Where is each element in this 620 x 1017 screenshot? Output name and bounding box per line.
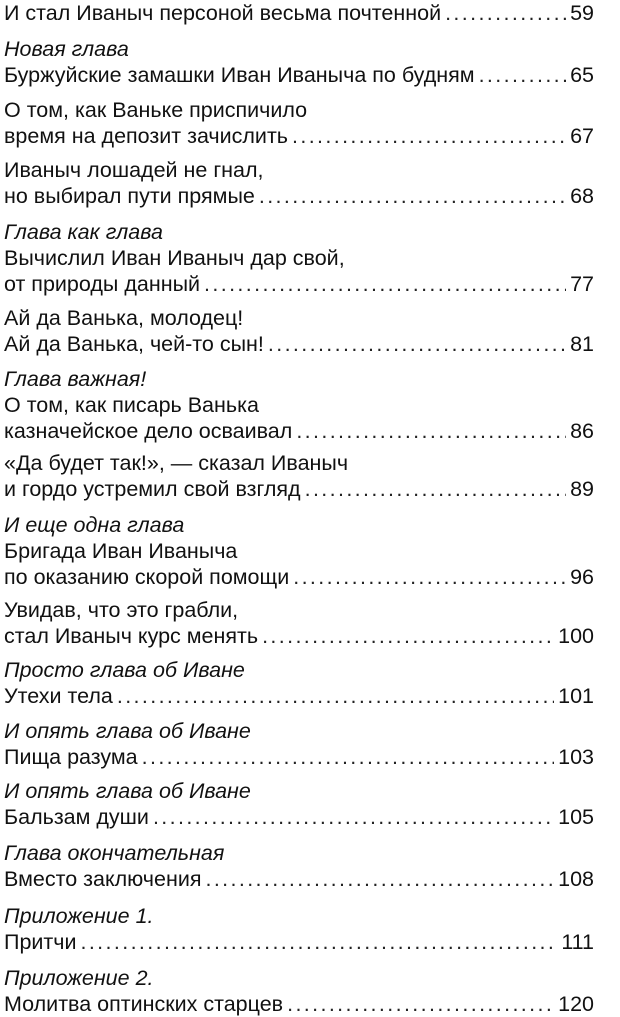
- toc-page-number: 86: [570, 419, 594, 443]
- toc-title-text: Молитва оптинских старцев: [4, 992, 284, 1016]
- dot-leader: [287, 991, 554, 1017]
- toc-title-last-line: [4, 123, 594, 149]
- dot-leader: [262, 623, 554, 649]
- toc-page-number: 105: [558, 805, 594, 829]
- toc-entry[interactable]: [4, 450, 594, 502]
- toc-title-text: и гордо устремил свой взгляд: [4, 477, 301, 501]
- toc-page-number: 89: [570, 477, 594, 501]
- toc-title-text: от природы данный: [4, 272, 201, 296]
- toc-entry[interactable]: [4, 903, 594, 955]
- toc-title-line: О том, как Ваньке приспичило: [4, 98, 308, 122]
- toc-title-last-line: [4, 623, 594, 649]
- toc-title-last-line: [4, 183, 594, 209]
- toc-title-last-line: [4, 271, 594, 297]
- toc-title-text: Вместо заключения: [4, 867, 202, 891]
- toc-title-line: Вычислил Иван Иваныч дар свой,: [4, 246, 345, 270]
- dot-leader: [142, 744, 555, 770]
- dot-leader: [204, 271, 566, 297]
- toc-entry[interactable]: [4, 840, 594, 892]
- toc-page-number: 77: [570, 272, 594, 296]
- toc-entry[interactable]: [4, 597, 594, 649]
- toc-page-number: 108: [558, 867, 594, 891]
- toc-chapter-label: И опять глава об Иване: [4, 719, 251, 743]
- toc-title-text: Ай да Ванька, чей-то сын!: [4, 332, 264, 356]
- toc-title-text: И стал Иваныч персоной весьма почтенной: [4, 1, 442, 25]
- toc-page-number: 81: [570, 332, 594, 356]
- toc-title-text: но выбирал пути прямые: [4, 184, 255, 208]
- dot-leader: [80, 929, 557, 955]
- dot-leader: [445, 0, 566, 26]
- toc-chapter-label: И еще одна глава: [4, 513, 185, 537]
- toc-title-text: по оказанию скорой помощи: [4, 565, 290, 589]
- toc-entry[interactable]: [4, 97, 594, 149]
- toc-title-last-line: [4, 62, 594, 88]
- toc-title-text: Притчи: [4, 930, 77, 954]
- toc-page-number: 67: [570, 124, 594, 148]
- toc-page-number: 103: [558, 745, 594, 769]
- toc-title-last-line: [4, 0, 594, 26]
- dot-leader: [479, 62, 567, 88]
- toc-title-line: Бригада Иван Иваныча: [4, 539, 238, 563]
- toc-title-last-line: [4, 804, 594, 830]
- toc-entry[interactable]: [4, 305, 594, 357]
- toc-title-line: О том, как писарь Ванька: [4, 393, 259, 417]
- toc-page-number: 65: [570, 63, 594, 87]
- toc-title-text: Бальзам души: [4, 805, 149, 829]
- dot-leader: [296, 418, 566, 444]
- toc-entry[interactable]: [4, 657, 594, 709]
- dot-leader: [117, 683, 554, 709]
- toc-title-line: «Да будет так!», — сказал Иваныч: [4, 451, 349, 475]
- dot-leader: [153, 804, 554, 830]
- toc-entry[interactable]: [4, 157, 594, 209]
- toc-chapter-label: Приложение 2.: [4, 966, 154, 990]
- toc-title-last-line: [4, 991, 594, 1017]
- toc-chapter-label: И опять глава об Иване: [4, 779, 251, 803]
- toc-title-text: Утехи тела: [4, 684, 113, 708]
- dot-leader: [292, 123, 566, 149]
- toc-title-text: Буржуйские замашки Иван Иваныча по будням: [4, 63, 475, 87]
- toc-chapter-label: Приложение 1.: [4, 904, 154, 928]
- toc-chapter-label: Глава окончательная: [4, 841, 225, 865]
- toc-title-last-line: [4, 866, 594, 892]
- toc-title-line: Ай да Ванька, молодец!: [4, 306, 244, 330]
- toc-chapter-label: Глава важная!: [4, 367, 147, 391]
- toc-page-number: 68: [570, 184, 594, 208]
- toc-page-number: 100: [558, 624, 594, 648]
- dot-leader: [305, 476, 566, 502]
- toc-title-line: Увидав, что это грабли,: [4, 598, 239, 622]
- toc-title-line: Иваныч лошадей не гнал,: [4, 158, 264, 182]
- toc-entry[interactable]: [4, 512, 594, 590]
- toc-chapter-label: Глава как глава: [4, 220, 163, 244]
- toc-title-last-line: [4, 564, 594, 590]
- toc-page-number: 111: [561, 930, 594, 954]
- toc-entry[interactable]: [4, 366, 594, 444]
- toc-entry[interactable]: [4, 718, 594, 770]
- toc-title-text: время на депозит зачислить: [4, 124, 288, 148]
- toc-entry[interactable]: [4, 965, 594, 1017]
- toc-chapter-label: Просто глава об Иване: [4, 658, 245, 682]
- toc-page-number: 96: [570, 565, 594, 589]
- toc-entry[interactable]: [4, 36, 594, 88]
- toc-title-text: казначейское дело осваивал: [4, 419, 293, 443]
- toc-title-last-line: [4, 744, 594, 770]
- toc-title-last-line: [4, 929, 594, 955]
- toc-entry[interactable]: [4, 0, 594, 26]
- toc-chapter-label: Новая глава: [4, 37, 129, 61]
- dot-leader: [205, 866, 554, 892]
- toc-title-text: Пища разума: [4, 745, 138, 769]
- toc-entry[interactable]: [4, 219, 594, 297]
- toc-page-number: 101: [558, 684, 594, 708]
- toc-page-number: 59: [570, 1, 594, 25]
- toc-entry[interactable]: [4, 778, 594, 830]
- toc-title-text: стал Иваныч курс менять: [4, 624, 259, 648]
- toc-title-last-line: [4, 683, 594, 709]
- toc-title-last-line: [4, 476, 594, 502]
- dot-leader: [293, 564, 566, 590]
- dot-leader: [268, 331, 566, 357]
- toc-title-last-line: [4, 418, 594, 444]
- toc-title-last-line: [4, 331, 594, 357]
- toc-page-number: 120: [558, 992, 594, 1016]
- dot-leader: [259, 183, 566, 209]
